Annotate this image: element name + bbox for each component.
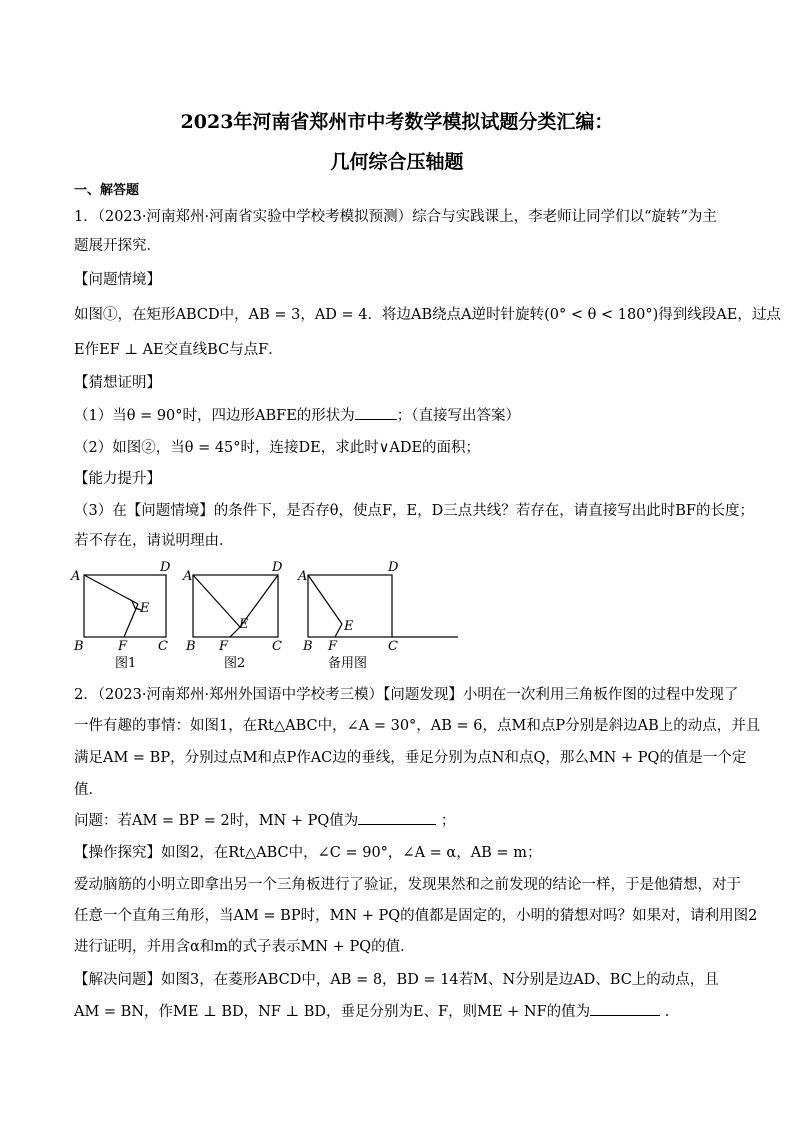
document-subtitle: 几何综合压轴题 [330,151,464,173]
q2-intro-line2: 一件有趣的事情：如图1，在Rt△ABC中，∠A = 30°，AB = 6，点M和点P分别是斜边AB上的动点，并且 [74,718,761,734]
answer-blank [358,810,436,825]
q1-part1-text: （1）当θ = 90°时，四边形ABFE的形状为 [74,408,355,424]
q2-solve-line2 [74,1001,734,1022]
fig2-rectangle [193,575,278,637]
fig2-label-d: D [272,560,283,575]
fig3-label-a: A [298,569,308,584]
q1-part3-line1: （3）在【问题情境】的条件下，是否存θ，使点F，E，D三点共线？若存在，请直接写出此时BF的长度； [74,503,754,519]
q1-part1 [74,405,734,426]
fig1-rectangle [84,575,166,637]
q2-solve-suffix: ． [664,1004,680,1020]
q2-intro-line3: 满足AM = BP，分别过点M和点P作AC边的垂线，垂足分别为点N和点Q，那么MN + PQ的值是一个定 [74,750,747,766]
q2-explore-line3: 任意一个直角三角形，当AM = BP时，MN + PQ的值都是固定的，小明的猜想对吗？如果对，请利用图2 [74,908,758,924]
q1-part3-line2: 若不存在，请说明理由． [74,533,234,549]
fig3-segment-ef [335,624,342,637]
fig3-label-c: C [388,639,398,654]
q2-intro-line4: 值． [74,782,103,798]
fig1-label-d: D [160,560,171,575]
q1-intro-line1: 1．（2023·河南郑州·河南省实验中学校考模拟预测）综合与实践课上，李老师让同学们以“旋转”为主 [74,209,717,225]
q2-explore-line4: 进行证明，并用含α和m的式子表示MN + PQ的值． [74,939,415,955]
fig2-label-e: E [239,617,249,632]
q2-solve-text: AM = BN，作ME ⊥ BD，NF ⊥ BD，垂足分别为E、F，则ME + NF的值为 [74,1004,591,1020]
fig2-label-b: B [186,639,196,654]
fig2-segment-ae [193,575,240,627]
q2-explore-line1: 【操作探究】如图2，在Rt△ABC中，∠C = 90°，∠A = α，AB = m； [74,845,542,861]
q2-explore-line2: 爱动脑筋的小明立即拿出另一个三角板进行了验证，发现果然和之前发现的结论一样，于是他猜想，对于 [74,877,741,893]
answer-blank [355,405,397,420]
fig2-label-c: C [272,639,282,654]
q2-question-text: 问题：若AM = BP = 2时，MN + PQ值为 [74,813,359,829]
document-title: 2023年河南省郑州市中考数学模拟试题分类汇编： [180,111,614,133]
q1-intro-line2: 题展开探究． [74,238,161,254]
fig1-segment-ae [84,575,138,604]
q1-figures [60,558,470,673]
q1-situation-line2: E作EF ⊥ AE交直线BC与点F． [74,342,283,358]
answer-blank [590,1001,660,1016]
q1-heading-situation: 【问题情境】 [74,272,161,288]
fig1-label-c: C [158,639,168,654]
fig1-label-b: B [74,639,84,654]
fig3-label-e: E [344,619,354,634]
q1-heading-ability: 【能力提升】 [74,471,161,487]
q2-question [74,810,734,831]
q1-part1-suffix: ；（直接写出答案） [396,408,521,424]
fig1-label-a: A [71,569,81,584]
fig2-caption: 图2 [224,656,246,671]
q2-question-suffix: ； [440,813,456,829]
fig3-caption: 备用图 [328,656,368,671]
q1-situation-line1: 如图①，在矩形ABCD中，AB = 3，AD = 4．将边AB绕点A逆时针旋转(0° < θ < 180°)得到线段AE，过点 [74,307,781,323]
fig3-label-f: F [328,639,338,654]
fig1-label-e: E [140,601,150,616]
q2-solve-line1: 【解决问题】如图3，在菱形ABCD中，AB = 8，BD = 14若M、N分别是边AD、BC上的动点，且 [74,972,719,988]
section-heading: 一、解答题 [74,183,140,198]
q1-heading-proof: 【猜想证明】 [74,375,161,391]
q2-intro-line1: 2．（2023·河南郑州·郑州外国语中学校考三模）【问题发现】小明在一次利用三角板作图的过程中发现了 [74,687,739,703]
fig3-segment-ae [308,575,342,624]
fig1-segment-ef [124,604,138,637]
fig2-label-f: F [219,639,229,654]
fig1-caption: 图1 [115,656,137,671]
q1-part2: （2）如图②，当θ = 45°时，连接DE，求此时∨ADE的面积； [74,440,481,456]
fig1-label-f: F [118,639,128,654]
fig2-label-a: A [183,569,193,584]
fig3-label-b: B [303,639,313,654]
fig3-label-d: D [388,560,399,575]
